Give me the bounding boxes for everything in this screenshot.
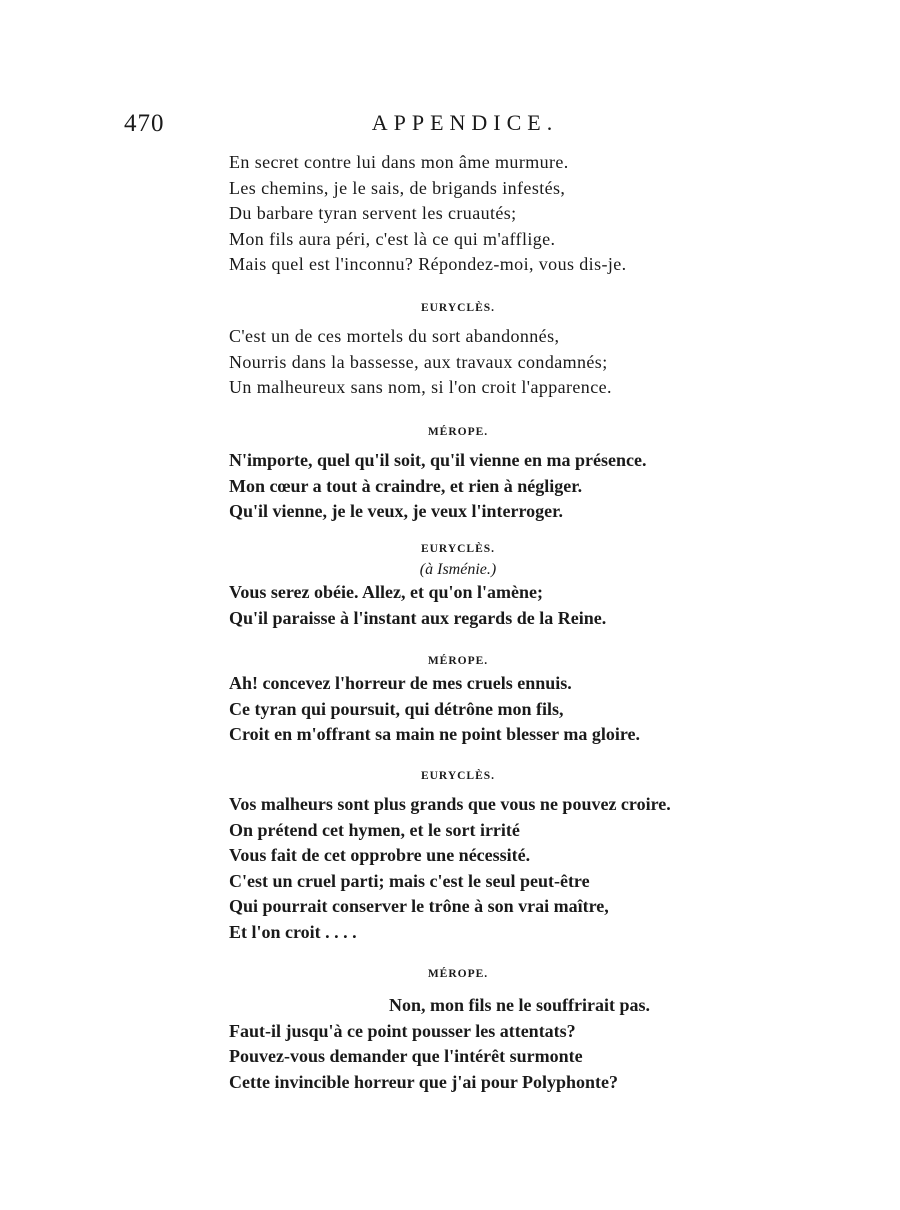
verse-block — [229, 993, 749, 1095]
verse-line: Mais quel est l'inconnu? Répondez-moi, vous dis-je. — [229, 254, 627, 274]
verse-line: Et l'on croit . . . . — [229, 921, 357, 942]
verse-line: Un malheureux sans nom, si l'on croit l'apparence. — [229, 377, 612, 397]
verse-line: C'est un cruel parti; mais c'est le seul peut-être — [229, 870, 590, 891]
verse-line: N'importe, quel qu'il soit, qu'il vienne en ma présence. — [229, 450, 647, 470]
verse-line: Non, mon fils ne le souffrirait pas. — [389, 995, 650, 1015]
stage-direction — [0, 561, 900, 579]
verse-line: Vous serez obéie. Allez, et qu'on l'amène; — [229, 582, 543, 602]
verse-block — [229, 671, 749, 748]
verse-line: Faut-il jusqu'à ce point pousser les attentats? — [229, 1020, 576, 1041]
verse-line: En secret contre lui dans mon âme murmure. — [229, 152, 569, 172]
verse-block — [229, 324, 749, 401]
verse-line: Ah! concevez l'horreur de mes cruels ennuis. — [229, 673, 572, 693]
verse-block — [229, 150, 749, 278]
verse-line: Du barbare tyran servent les cruautés; — [229, 203, 517, 223]
verse-line: Qu'il paraisse à l'instant aux regards de la Reine. — [229, 607, 607, 628]
verse-line: Qu'il vienne, je le veux, je veux l'interroger. — [229, 501, 563, 521]
verse-block — [229, 448, 749, 525]
verse-block — [229, 580, 749, 631]
stage-direction-name: Isménie. — [437, 561, 491, 578]
speaker-name: MÉROPE. — [427, 655, 489, 667]
verse-line: C'est un de ces mortels du sort abandonnés, — [229, 326, 560, 346]
verse-line: Les chemins, je le sais, de brigands infestés, — [229, 177, 566, 198]
speaker-name: MÉROPE. — [427, 968, 489, 980]
verse-line: Ce tyran qui poursuit, qui détrône mon fils, — [229, 698, 564, 719]
speaker-name: EURYCLÈS. — [420, 302, 496, 314]
verse-line: Cette invincible horreur que j'ai pour Polyphonte? — [229, 1071, 619, 1092]
page-number: 470 — [124, 110, 165, 137]
verse-line: Mon cœur a tout à craindre, et rien à négliger. — [229, 475, 583, 496]
verse-line: Vos malheurs sont plus grands que vous ne pouvez croire. — [229, 794, 671, 814]
stage-direction-close: ) — [490, 561, 497, 578]
verse-line: Mon fils aura péri, c'est là ce qui m'afflige. — [229, 228, 556, 249]
speaker-name: MÉROPE. — [427, 426, 489, 438]
verse-line: Croit en m'offrant sa main ne point blesser ma gloire. — [229, 724, 640, 744]
verse-line: Nourris dans la bassesse, aux travaux condamnés; — [229, 351, 608, 372]
verse-line: Qui pourrait conserver le trône à son vrai maître, — [229, 896, 609, 916]
running-head: APPENDICE. — [371, 110, 559, 135]
stage-direction-open: (à — [419, 561, 438, 578]
verse-line: Pouvez-vous demander que l'intérêt surmonte — [229, 1046, 583, 1066]
verse-line: Vous fait de cet opprobre une nécessité. — [229, 845, 531, 865]
verse-line: On prétend cet hymen, et le sort irrité — [229, 819, 520, 840]
verse-block — [229, 792, 749, 945]
speaker-name: EURYCLÈS. — [420, 770, 496, 782]
speaker-name: EURYCLÈS. — [420, 543, 496, 555]
